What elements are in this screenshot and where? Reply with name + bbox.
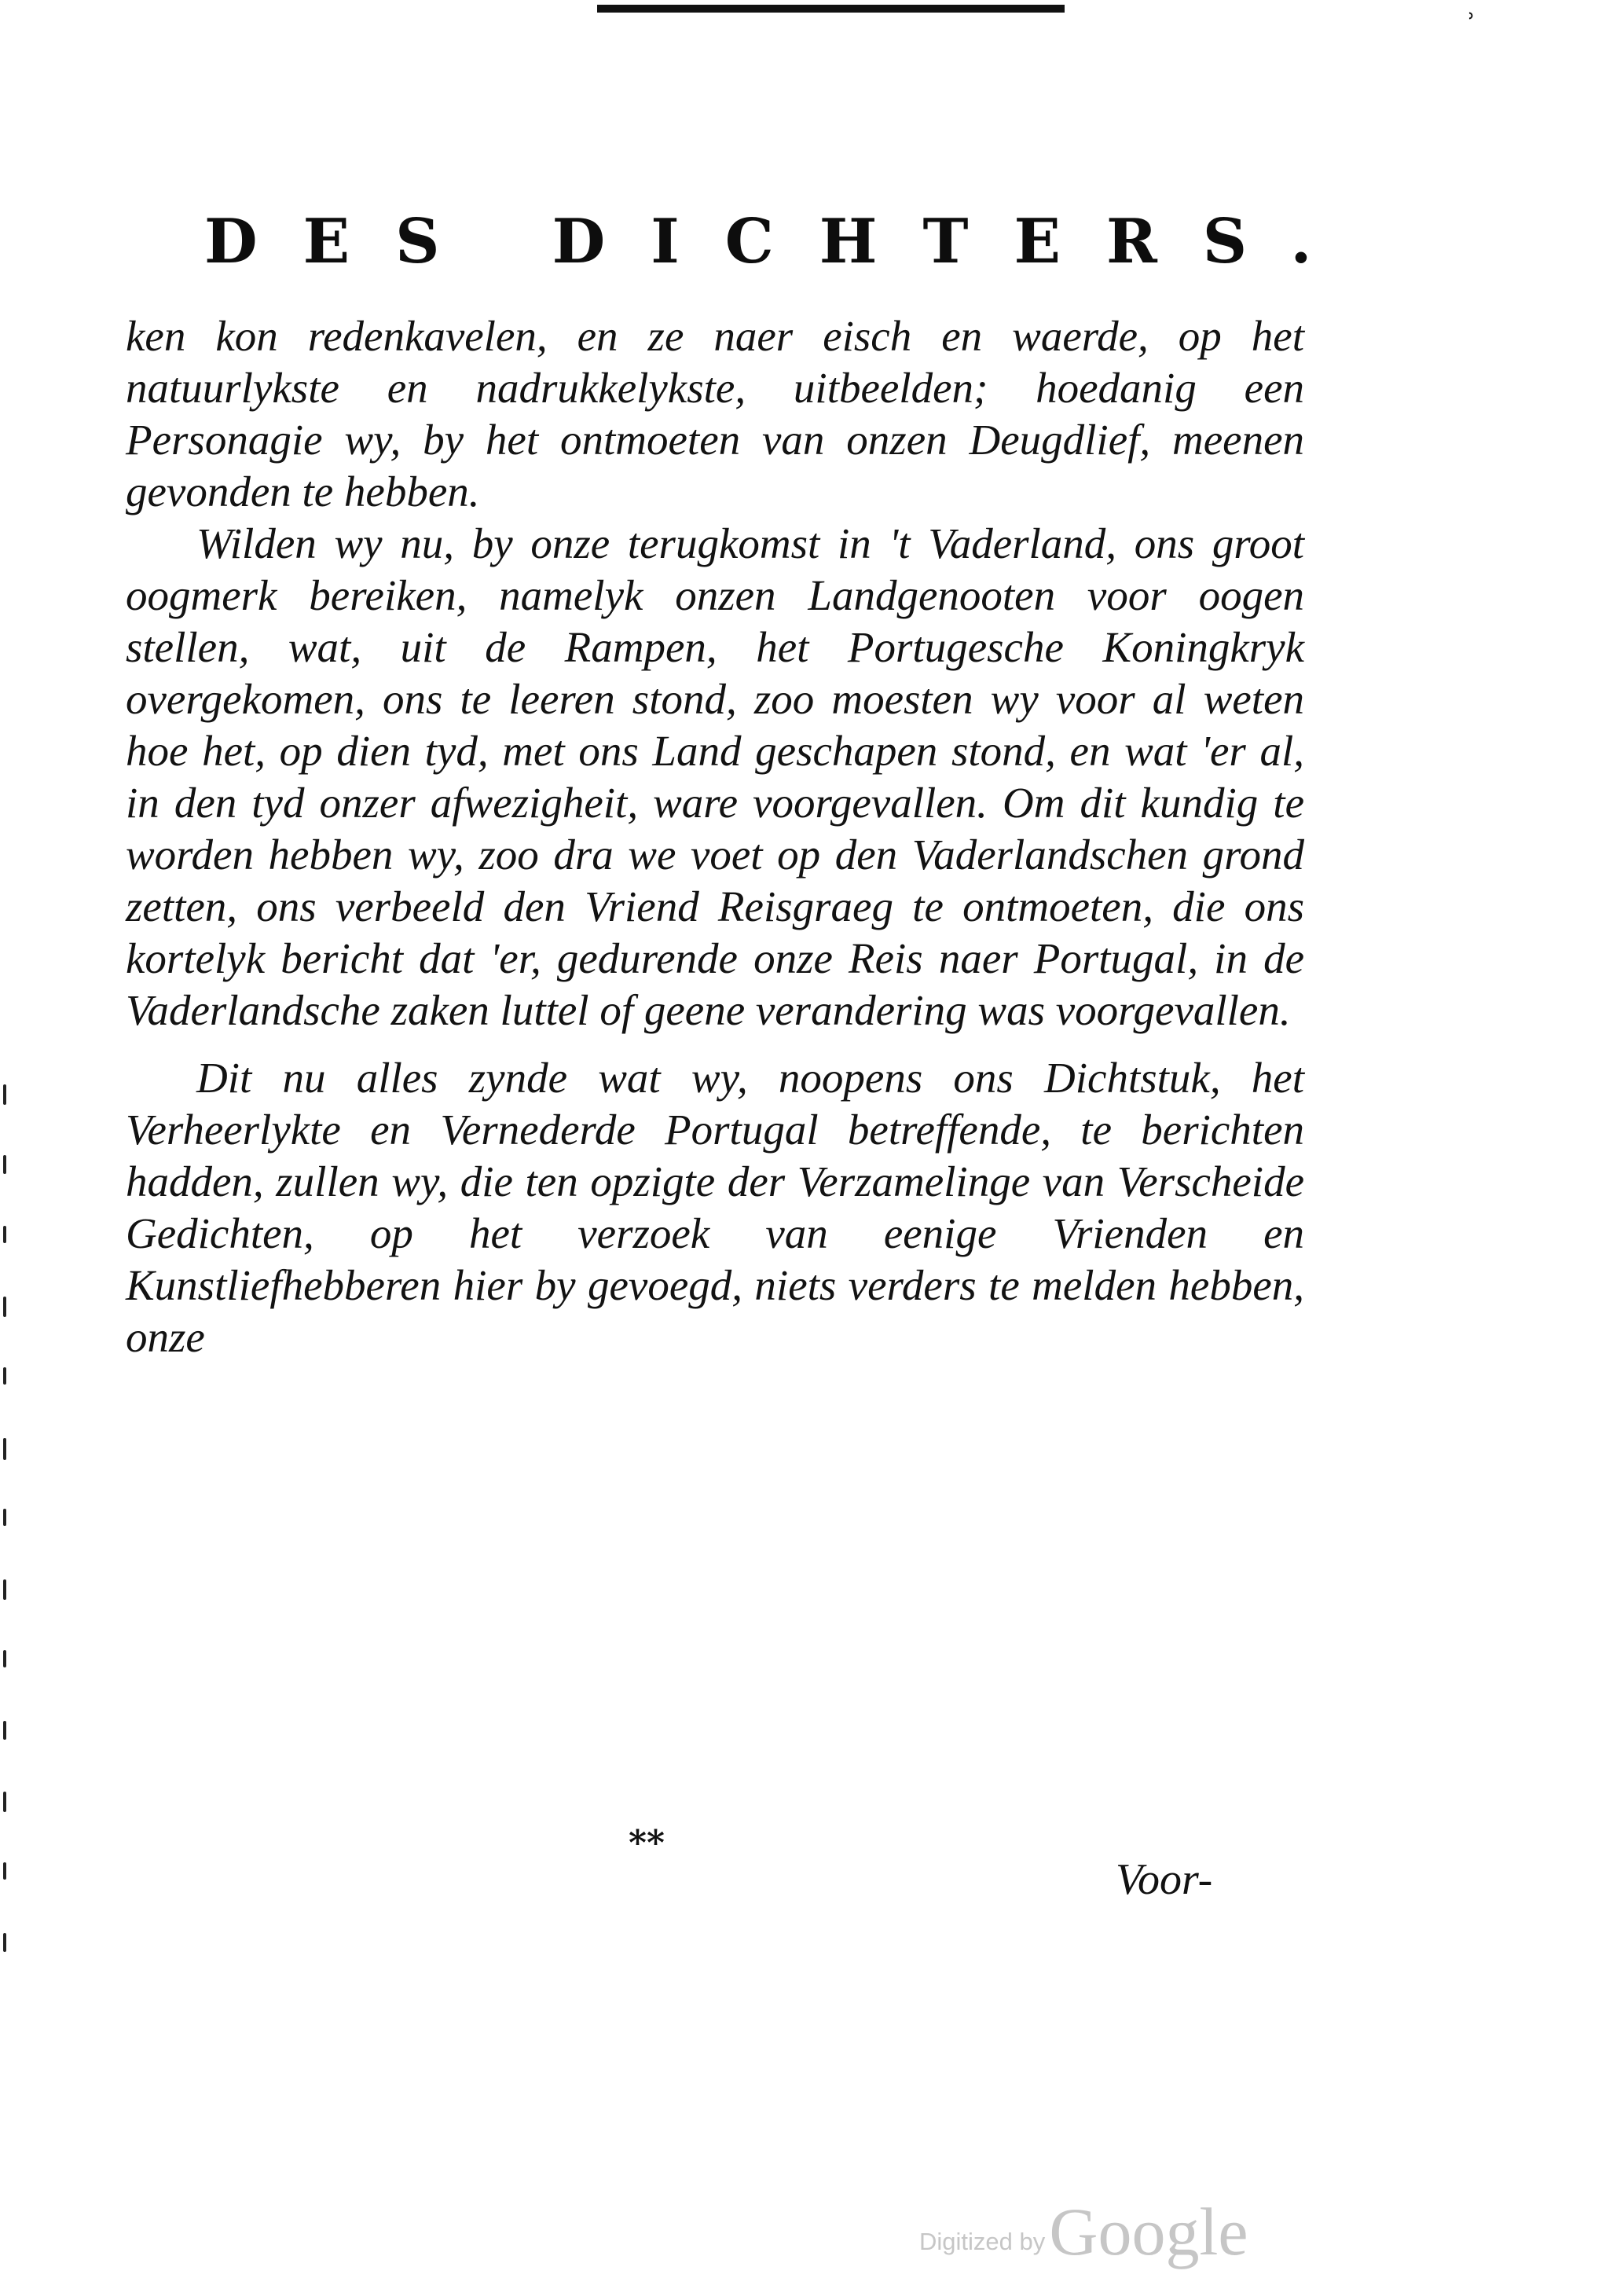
signature-mark: ** [629, 1823, 665, 1863]
paragraph-1: ken kon redenkavelen, en ze naer eisch en waerde, op het natuurlykste en nadrukkelykste, uitbeelden; hoedanig een Personagie wy, by het ontmoeten van onzen Deugdlief, meenen gevonden te hebben. [126, 312, 1304, 515]
running-head: DES DICHTERS. [204, 206, 1358, 277]
digitized-by-watermark [919, 2192, 1248, 2271]
paragraph-2: Wilden wy nu, by onze terugkomst in 't Vaderland, ons groot oogmerk bereiken, namelyk onzen Landgenooten voor oogen stellen, wat, uit de Rampen, het Portugesche Koningkryk overgekomen, ons te leeren stond, zoo moesten wy voor al weten hoe het, op dien tyd, met ons Land geschapen stond, en wat 'er al, in den tyd onzer afwezigheit, ware voorgevallen. Om dit kundig te worden hebben wy, zoo dra we voet op den Vaderlandschen grond zetten, ons verbeeld den Vriend Reisgraeg te ontmoeten, die ons kortelyk bericht dat 'er, gedurende onze Reis naer Portugal, in de Vaderlandsche zaken luttel of geene verandering was voorgevallen. [126, 519, 1304, 1034]
catchword: Voor- [1116, 1855, 1213, 1904]
body-text [126, 310, 1304, 1363]
paragraph-3: Dit nu alles zynde wat wy, noopens ons Dichtstuk, het Verheerlykte en Vernederde Portugal betreffende, te berichten hadden, zullen wy, die ten opzigte der Verzamelinge van Verscheide Gedichten, op het verzoek van eenige Vrienden en Kunstliefhebberen hier by gevoegd, niets verders te melden hebben, onze [126, 1054, 1304, 1361]
top-rule [597, 5, 1065, 13]
page-edge-marks [0, 1084, 11, 1957]
corner-mark: ˒ [1468, 2, 1476, 33]
watermark-prefix: Digitized by [919, 2228, 1046, 2255]
google-logo: Google [1049, 2194, 1248, 2269]
